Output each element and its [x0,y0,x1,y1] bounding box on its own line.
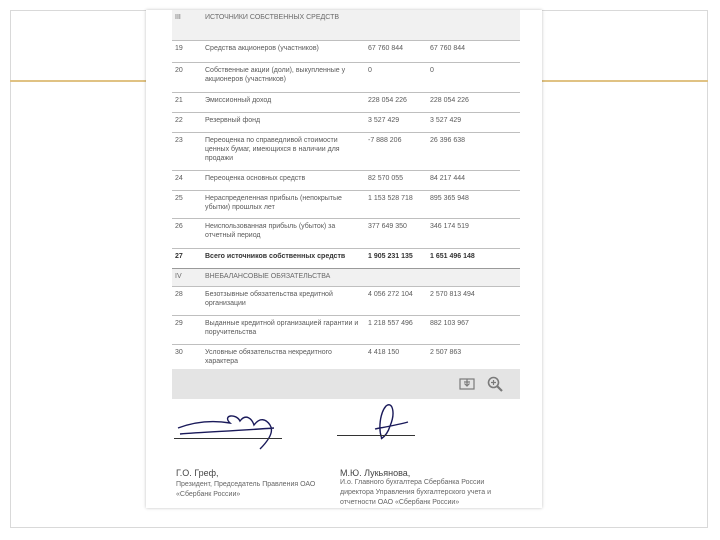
row-value-previous: 2 507 863 [430,349,462,356]
table-row [172,133,520,171]
row-number: 26 [175,223,183,230]
section-title: ИСТОЧНИКИ СОБСТВЕННЫХ СРЕДСТВ [205,14,340,21]
row-value-current: 1 905 231 135 [368,253,413,260]
table-row-total [172,249,520,269]
accent-line-left [10,80,146,82]
table-row [172,171,520,191]
signer-name: Г.О. Греф, [176,468,219,478]
section-number: III [175,14,181,21]
row-value-previous: 26 396 638 [430,137,466,144]
row-number: 25 [175,195,183,202]
signer-title: И.о. Главного бухгалтера Сбербанка России директора Управления бухгалтерского учета и отчетности ОАО «Сбербанк России» [340,479,492,506]
table-row [172,316,520,345]
signature-lukyanova [364,402,414,442]
table-row [172,41,520,63]
row-value-current: 4 056 272 104 [368,291,413,298]
zoom-in-icon[interactable] [486,375,504,393]
download-icon[interactable] [458,375,476,393]
row-number: 21 [175,97,183,104]
section-number: IV [175,273,182,280]
row-label: Выданные кредитной организацией гарантии и поручительства [205,320,359,336]
table-row [172,287,520,316]
row-value-current: -7 888 206 [368,137,402,144]
row-value-previous: 2 570 813 494 [430,291,475,298]
row-label: Переоценка по справедливой стоимости ценных бумаг, имеющихся в наличии для продажи [205,137,340,162]
signature-line [337,435,415,436]
row-number: 28 [175,291,183,298]
row-label: Всего источников собственных средств [205,253,346,260]
row-value-current: 1 218 557 496 [368,320,413,327]
signer-name: М.Ю. Лукьянова, [340,468,411,478]
row-value-current: 0 [368,67,372,74]
row-number: 27 [175,253,183,260]
row-number: 19 [175,45,183,52]
row-value-current: 4 418 150 [368,349,400,356]
document-image [146,10,542,508]
table-row [172,63,520,93]
row-value-current: 82 570 055 [368,175,404,182]
row-value-current: 67 760 844 [368,45,404,52]
row-number: 30 [175,349,183,356]
row-label: Нераспределенная прибыль (непокрытые убытки) прошлых лет [205,195,342,211]
section-title: ВНЕБАЛАНСОВЫЕ ОБЯЗАТЕЛЬСТВА [205,273,331,280]
table-row [172,219,520,249]
row-number: 22 [175,117,183,124]
row-value-previous: 67 760 844 [430,45,466,52]
row-label: Безотзывные обязательства кредитной организации [205,291,333,307]
row-label: Резервный фонд [205,117,261,124]
signer-title: Президент, Председатель Правления ОАО «Сбербанк России» [176,481,316,498]
row-number: 20 [175,67,183,74]
row-value-previous: 84 217 444 [430,175,466,182]
row-value-previous: 895 365 948 [430,195,469,202]
row-label: Условные обязательства некредитного характера [205,349,332,365]
row-value-current: 1 153 528 718 [368,195,413,202]
section-header-off-balance [172,269,520,287]
row-value-previous: 882 103 967 [430,320,469,327]
viewer-toolbar [172,369,520,399]
table-row [172,113,520,133]
table-row [172,93,520,113]
row-value-previous: 228 054 226 [430,97,469,104]
row-label: Собственные акции (доли), выкупленные у акционеров (участников) [205,67,346,83]
row-label: Средства акционеров (участников) [205,45,319,52]
section-header-equity [172,10,520,41]
accent-line-right [541,80,708,82]
row-value-previous: 3 527 429 [430,117,462,124]
row-label: Эмиссионный доход [205,97,272,104]
row-value-current: 377 649 350 [368,223,407,230]
row-value-previous: 346 174 519 [430,223,469,230]
row-value-previous: 1 651 496 148 [430,253,475,260]
row-value-current: 228 054 226 [368,97,407,104]
row-number: 24 [175,175,183,182]
row-number: 29 [175,320,183,327]
row-value-current: 3 527 429 [368,117,400,124]
signature-line [174,438,282,439]
row-value-previous: 0 [430,67,434,74]
table-row [172,191,520,219]
balance-table [172,10,520,373]
row-label: Переоценка основных средств [205,175,306,182]
signatures-block [172,402,520,506]
row-label: Неиспользованная прибыль (убыток) за отчетный период [205,223,336,239]
signature-gref [174,406,286,452]
row-number: 23 [175,137,183,144]
